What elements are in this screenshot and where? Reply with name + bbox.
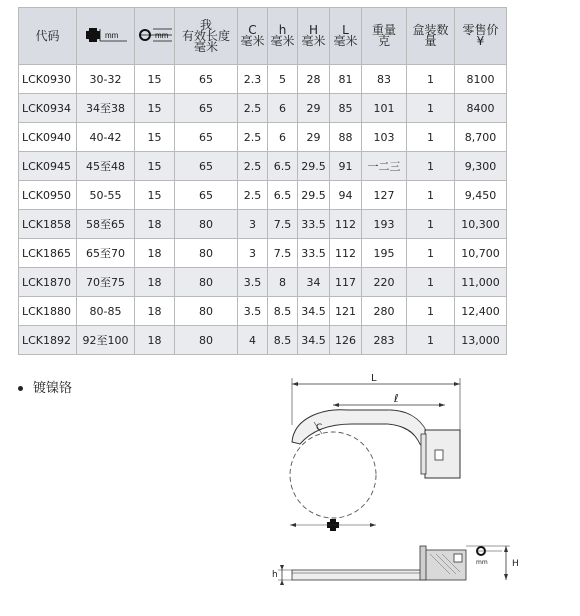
cell-range: 80-85 — [77, 297, 135, 326]
cell-length: 65 — [175, 152, 238, 181]
cell-length: 80 — [175, 239, 238, 268]
cell-c: 3.5 — [238, 297, 268, 326]
cell-h: 6 — [268, 123, 298, 152]
cell-length: 80 — [175, 297, 238, 326]
cell-price: 9,450 — [455, 181, 507, 210]
cell-box: 1 — [407, 65, 455, 94]
pin-unit: mm — [154, 31, 168, 40]
cell-length: 65 — [175, 181, 238, 210]
header-pin — [135, 8, 175, 65]
cell-h: 6.5 — [268, 152, 298, 181]
side-view-body — [292, 570, 424, 580]
cell-code: LCK1865 — [19, 239, 77, 268]
header-price: 零售价 ¥ — [455, 8, 507, 65]
cell-pin: 15 — [135, 181, 175, 210]
cell-box: 1 — [407, 297, 455, 326]
table-row — [19, 94, 507, 123]
H-label: H — [512, 559, 519, 569]
cell-price: 8100 — [455, 65, 507, 94]
cell-c: 2.5 — [238, 181, 268, 210]
cell-h: 34 — [298, 268, 330, 297]
cell-h: 5 — [268, 65, 298, 94]
cell-l: 91 — [330, 152, 362, 181]
cell-range: 58至65 — [77, 210, 135, 239]
cell-box: 1 — [407, 268, 455, 297]
cell-box: 1 — [407, 326, 455, 355]
cell-h: 8.5 — [268, 297, 298, 326]
cell-length: 65 — [175, 94, 238, 123]
cell-h: 29.5 — [298, 152, 330, 181]
cell-range: 92至100 — [77, 326, 135, 355]
table-body — [19, 65, 507, 355]
header-box: 盒装数 量 — [407, 8, 455, 65]
cell-c: 2.5 — [238, 152, 268, 181]
cell-price: 13,000 — [455, 326, 507, 355]
cell-l: 88 — [330, 123, 362, 152]
cell-code: LCK0940 — [19, 123, 77, 152]
cell-h: 28 — [298, 65, 330, 94]
cell-weight: 195 — [362, 239, 407, 268]
cell-c: 2.5 — [238, 123, 268, 152]
cell-weight: 一二三 — [362, 152, 407, 181]
cell-l: 121 — [330, 297, 362, 326]
cell-weight: 127 — [362, 181, 407, 210]
cell-l: 112 — [330, 239, 362, 268]
h-label: h — [272, 570, 278, 580]
cell-l: 85 — [330, 94, 362, 123]
cell-c: 3.5 — [238, 268, 268, 297]
cell-weight: 283 — [362, 326, 407, 355]
table-row — [19, 326, 507, 355]
table-header-row — [19, 8, 507, 65]
cell-l: 94 — [330, 181, 362, 210]
C-label: C — [316, 423, 323, 433]
header-C: C 毫米 — [238, 8, 268, 65]
workpiece-circle — [290, 432, 376, 518]
cell-price: 8400 — [455, 94, 507, 123]
cell-pin: 18 — [135, 326, 175, 355]
cell-length: 65 — [175, 123, 238, 152]
header-code: 代码 — [19, 8, 77, 65]
cell-code: LCK1880 — [19, 297, 77, 326]
cell-weight: 193 — [362, 210, 407, 239]
cell-length: 80 — [175, 210, 238, 239]
cell-c: 2.5 — [238, 94, 268, 123]
arrow-icon — [292, 382, 298, 386]
header-h: h 毫米 — [268, 8, 298, 65]
cell-pin: 18 — [135, 268, 175, 297]
cell-h: 6 — [268, 94, 298, 123]
cell-price: 8,700 — [455, 123, 507, 152]
cell-h: 7.5 — [268, 239, 298, 268]
cell-code: LCK0934 — [19, 94, 77, 123]
table-row — [19, 65, 507, 94]
header-range — [77, 8, 135, 65]
range-unit: mm — [104, 31, 118, 40]
cell-price: 10,700 — [455, 239, 507, 268]
diagram-mm-label: mm — [476, 559, 488, 566]
cell-c: 4 — [238, 326, 268, 355]
cell-h: 7.5 — [268, 210, 298, 239]
header-length: 我 有效长度 毫米 — [175, 8, 238, 65]
cell-h: 33.5 — [298, 210, 330, 239]
l-label: ℓ — [394, 392, 399, 405]
cell-range: 45至48 — [77, 152, 135, 181]
cell-code: LCK1858 — [19, 210, 77, 239]
table-row — [19, 152, 507, 181]
cell-h: 29.5 — [298, 181, 330, 210]
cell-pin: 18 — [135, 297, 175, 326]
cell-range: 34至38 — [77, 94, 135, 123]
cell-length: 80 — [175, 326, 238, 355]
cell-code: LCK0950 — [19, 181, 77, 210]
cell-code: LCK0945 — [19, 152, 77, 181]
cell-h: 8.5 — [268, 326, 298, 355]
cell-c: 3 — [238, 210, 268, 239]
arrow-icon — [454, 382, 460, 386]
cell-weight: 220 — [362, 268, 407, 297]
cell-range: 70至75 — [77, 268, 135, 297]
table-row — [19, 123, 507, 152]
pin-diameter-icon — [137, 25, 173, 45]
hex-nut-range-icon — [83, 25, 129, 45]
pin-hole — [435, 450, 443, 460]
cell-box: 1 — [407, 152, 455, 181]
cell-range: 40-42 — [77, 123, 135, 152]
cell-pin: 15 — [135, 152, 175, 181]
spec-table — [18, 7, 507, 355]
cell-h: 34.5 — [298, 297, 330, 326]
cell-h: 34.5 — [298, 326, 330, 355]
cell-box: 1 — [407, 181, 455, 210]
cell-range: 50-55 — [77, 181, 135, 210]
cell-price: 9,300 — [455, 152, 507, 181]
cell-weight: 83 — [362, 65, 407, 94]
cell-h: 29 — [298, 94, 330, 123]
bullet-dot — [18, 386, 23, 391]
cell-h: 29 — [298, 123, 330, 152]
cell-code: LCK1892 — [19, 326, 77, 355]
cell-pin: 15 — [135, 65, 175, 94]
cell-length: 65 — [175, 65, 238, 94]
cell-h: 8 — [268, 268, 298, 297]
cell-price: 11,000 — [455, 268, 507, 297]
cell-box: 1 — [407, 239, 455, 268]
cell-box: 1 — [407, 94, 455, 123]
cell-pin: 18 — [135, 210, 175, 239]
cell-code: LCK1870 — [19, 268, 77, 297]
cell-box: 1 — [407, 210, 455, 239]
header-H: H 毫米 — [298, 8, 330, 65]
cell-l: 81 — [330, 65, 362, 94]
cell-pin: 15 — [135, 94, 175, 123]
cell-pin: 15 — [135, 123, 175, 152]
table-row — [19, 268, 507, 297]
header-L: L 毫米 — [330, 8, 362, 65]
plating-note — [18, 377, 72, 396]
cell-price: 12,400 — [455, 297, 507, 326]
cell-length: 80 — [175, 268, 238, 297]
cell-c: 2.3 — [238, 65, 268, 94]
plating-note-text: 镀镍铬 — [33, 381, 73, 396]
cell-l: 117 — [330, 268, 362, 297]
cell-c: 3 — [238, 239, 268, 268]
wrench-diagram — [270, 370, 525, 595]
header-weight: 重量 克 — [362, 8, 407, 65]
table-row — [19, 181, 507, 210]
cell-h: 33.5 — [298, 239, 330, 268]
cell-range: 30-32 — [77, 65, 135, 94]
cell-box: 1 — [407, 123, 455, 152]
cell-price: 10,300 — [455, 210, 507, 239]
cell-weight: 103 — [362, 123, 407, 152]
cell-pin: 18 — [135, 239, 175, 268]
cell-code: LCK0930 — [19, 65, 77, 94]
cell-l: 126 — [330, 326, 362, 355]
table-row — [19, 297, 507, 326]
cell-weight: 280 — [362, 297, 407, 326]
L-label: L — [371, 373, 377, 384]
table-row — [19, 239, 507, 268]
cell-l: 112 — [330, 210, 362, 239]
cell-range: 65至70 — [77, 239, 135, 268]
cell-weight: 101 — [362, 94, 407, 123]
table-row — [19, 210, 507, 239]
cell-h: 6.5 — [268, 181, 298, 210]
